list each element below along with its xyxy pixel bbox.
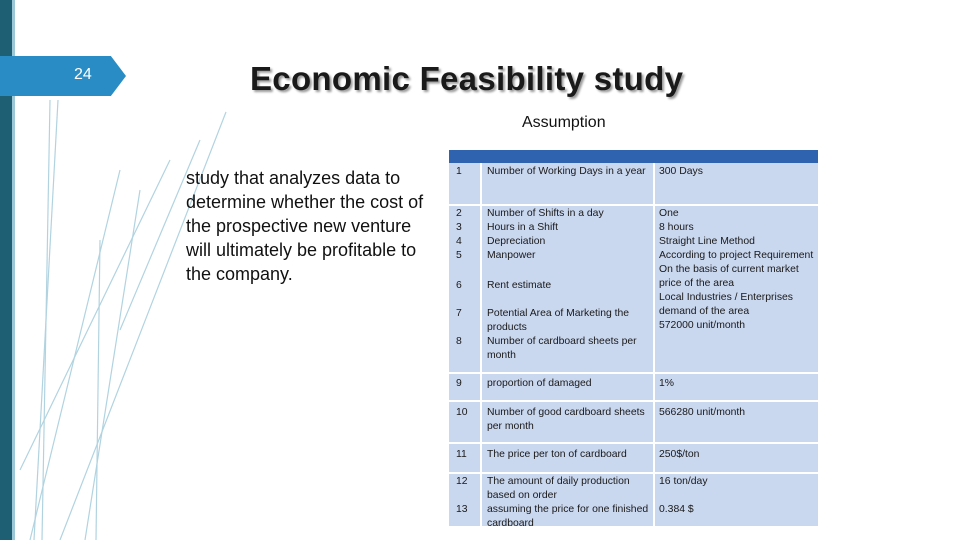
- row-number: 8: [456, 336, 462, 347]
- row-value: 0.384 $: [659, 504, 694, 515]
- row-description: The price per ton of cardboard: [487, 449, 627, 460]
- row-description: Rent estimate: [487, 280, 552, 291]
- row-value: 1%: [659, 378, 675, 389]
- row-value: 250$/ton: [659, 449, 700, 460]
- slide-number-tab: [0, 56, 126, 96]
- row-description: Number of Working Days in a year: [487, 166, 646, 177]
- row-number: 12: [456, 476, 468, 487]
- row-value: 16 ton/day: [659, 476, 708, 487]
- row-description: Number of good cardboard sheets per month: [487, 407, 645, 432]
- row-value: 300 Days: [659, 166, 703, 177]
- row-description: assuming the price for one finished cardboard: [487, 504, 649, 529]
- row-divider: [449, 204, 818, 206]
- assumption-table: [447, 148, 820, 528]
- row-number: 11: [456, 449, 467, 460]
- row-description: Number of cardboard sheets per month: [487, 336, 637, 361]
- row-description: The amount of daily production based on order: [487, 476, 630, 501]
- body-text: study that analyzes data to determine whether the cost of the prospective new venture will ultimately be profitable to the company.: [186, 168, 424, 284]
- row-number: 1: [456, 166, 462, 177]
- row-value: 566280 unit/month: [659, 407, 746, 418]
- row-description: Number of Shifts in a day Hours in a Shift Depreciation Manpower: [487, 208, 604, 261]
- row-number: 2 3 4 5: [456, 208, 462, 261]
- row-value: One 8 hours Straight Line Method According to project Requirement On the basis of current market price of the area Local Industries / Enterprises demand of the area 572000 unit/month: [659, 208, 814, 331]
- row-number: 9: [456, 378, 462, 389]
- row-divider: [449, 472, 818, 474]
- row-number: 13: [456, 504, 468, 515]
- row-description: Potential Area of Marketing the products: [487, 308, 630, 333]
- row-divider: [449, 400, 818, 402]
- row-divider: [449, 372, 818, 374]
- row-number: 10: [456, 407, 468, 418]
- table-header: [449, 150, 818, 163]
- row-description: proportion of damaged: [487, 378, 592, 389]
- row-number: 7: [456, 308, 462, 319]
- slide-number: 24: [74, 66, 92, 83]
- row-number: 6: [456, 280, 462, 291]
- row-divider: [449, 442, 818, 444]
- slide-subtitle: Assumption: [522, 114, 606, 131]
- slide-title: Economic Feasibility study: [250, 60, 684, 97]
